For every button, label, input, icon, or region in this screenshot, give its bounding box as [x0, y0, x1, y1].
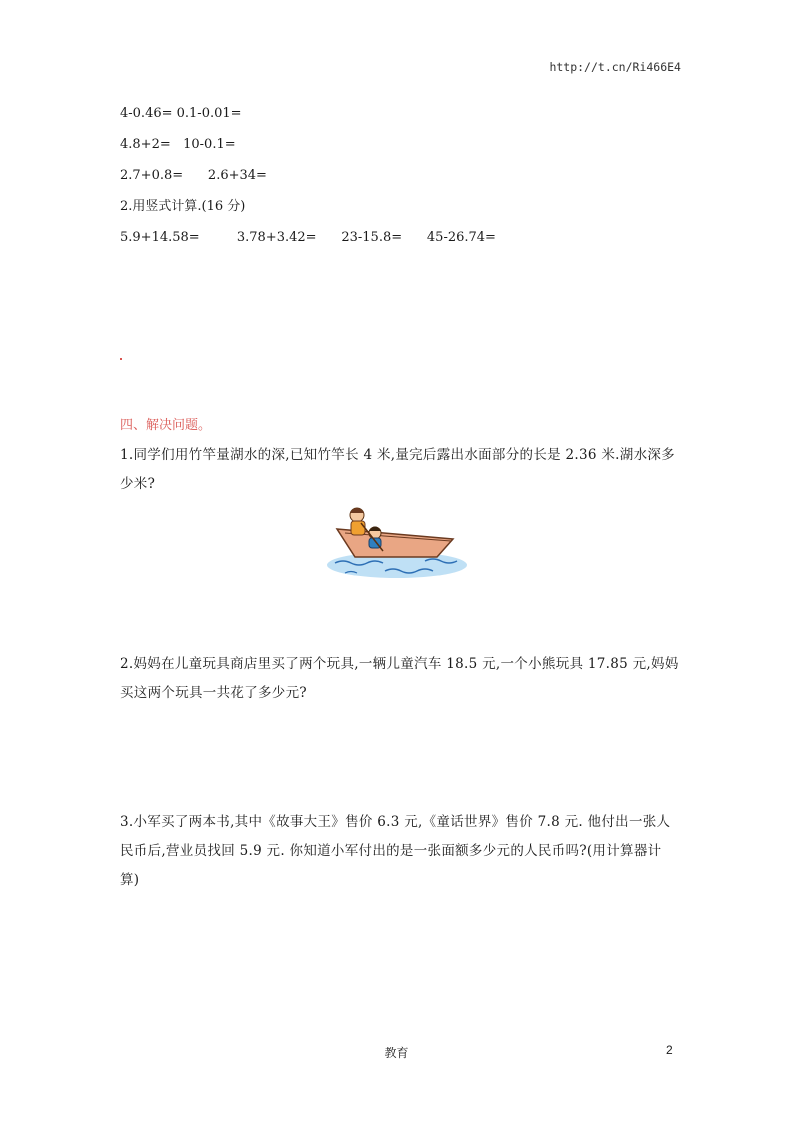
orange-dot-mark	[120, 358, 122, 360]
question-2: 2.妈妈在儿童玩具商店里买了两个玩具,一辆儿童汽车 18.5 元,一个小熊玩具 17.85 元,妈妈买这两个玩具一共花了多少元?	[120, 656, 679, 701]
page-number: 2	[666, 1043, 673, 1057]
vertical-calc-problems: 5.9+14.58= 3.78+3.42= 23-15.8= 45-26.74=	[120, 230, 496, 245]
calc-line-2: 4.8+2= 10-0.1=	[120, 137, 236, 152]
boat-illustration	[325, 503, 469, 579]
header-url: http://t.cn/Ri466E4	[549, 60, 681, 74]
section-heading: 四、解决问题。	[120, 418, 212, 433]
vertical-calc-heading: 2.用竖式计算.(16 分)	[120, 199, 246, 214]
calc-line-1: 4-0.46= 0.1-0.01=	[120, 106, 242, 121]
question-3: 3.小军买了两本书,其中《故事大王》售价 6.3 元,《童话世界》售价 7.8 元. 他付出一张人民币后,营业员找回 5.9 元. 你知道小军付出的是一张面额多少元的人民币吗?(用计算器计算)	[120, 814, 671, 888]
footer-label: 教育	[384, 1046, 409, 1060]
calc-line-3: 2.7+0.8= 2.6+34=	[120, 168, 267, 183]
question-1: 1.同学们用竹竿量湖水的深,已知竹竿长 4 米,量完后露出水面部分的长是 2.36 米.湖水深多少米?	[120, 447, 675, 492]
